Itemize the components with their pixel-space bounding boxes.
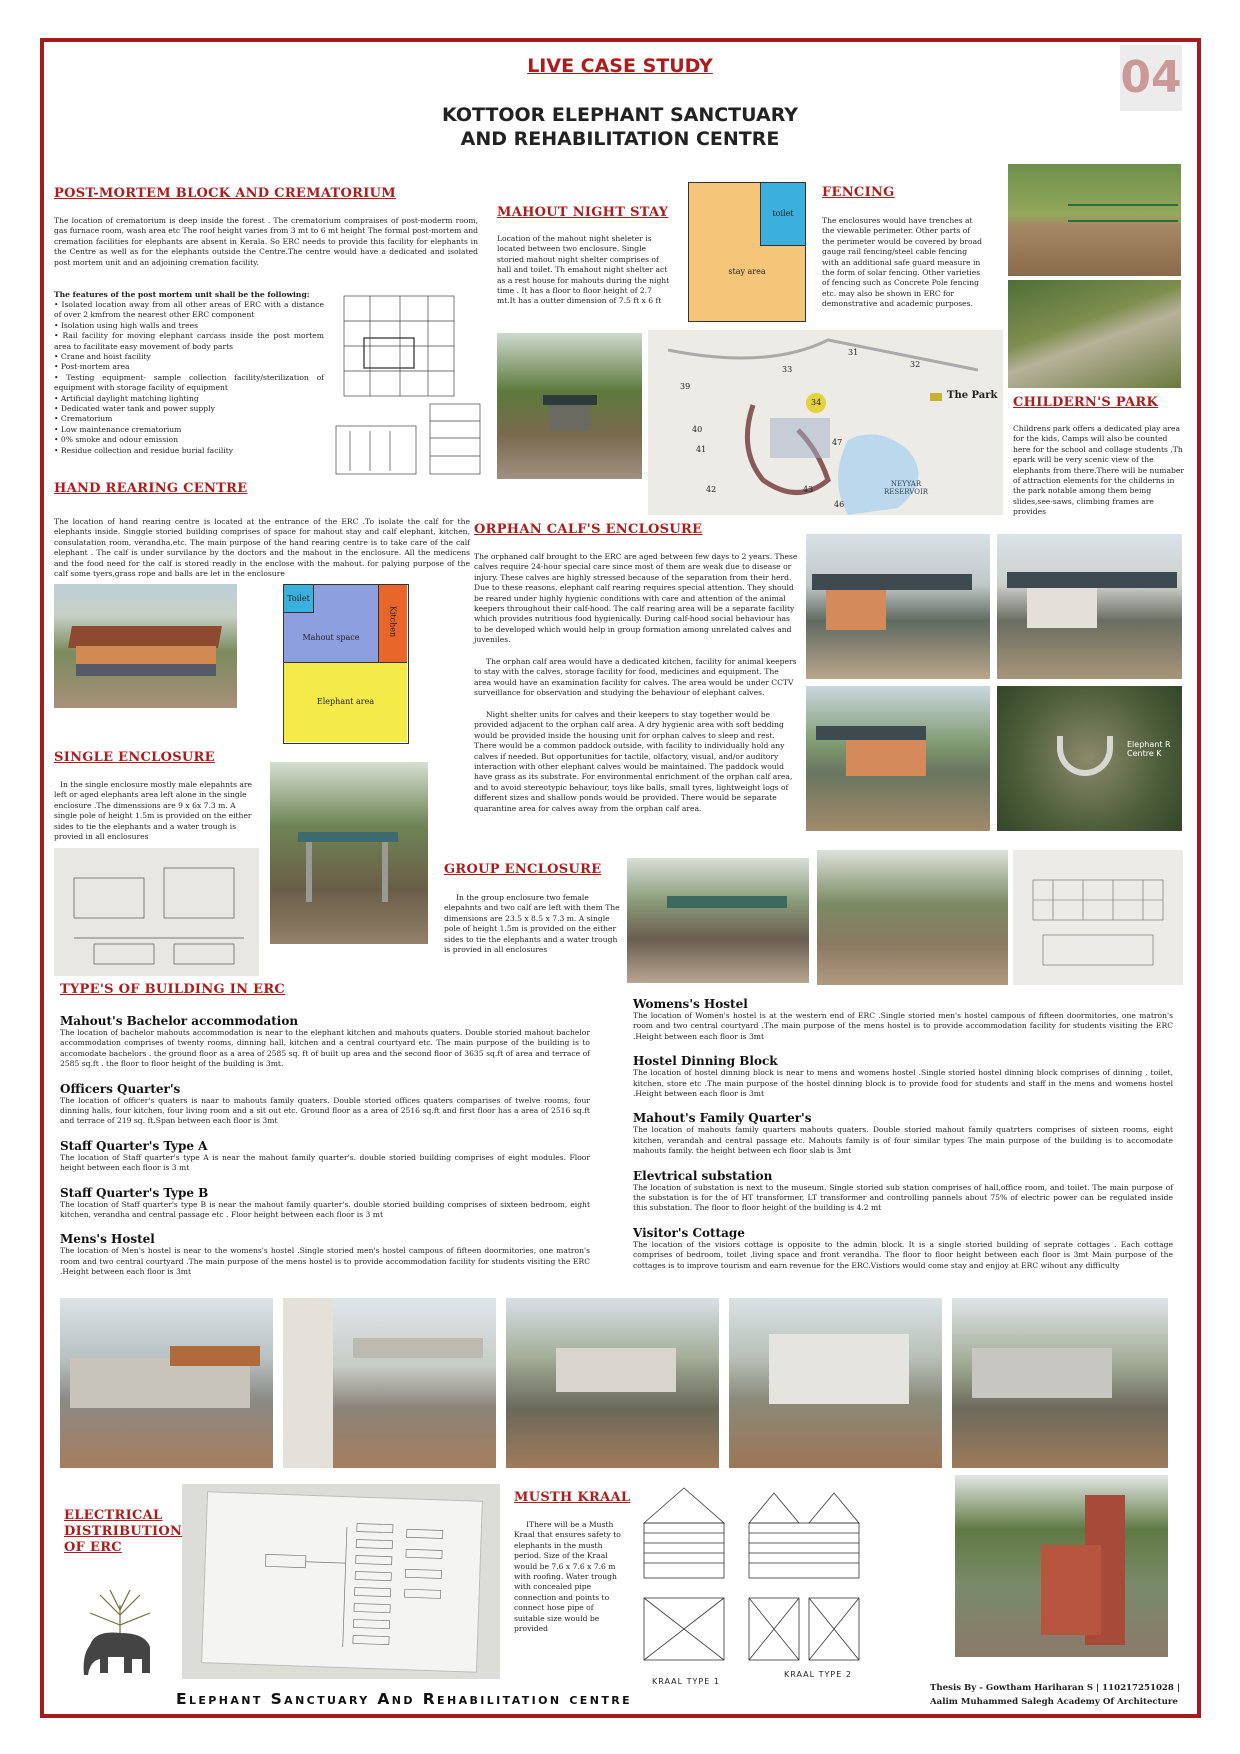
building-title: Womens's Hostel (633, 997, 748, 1011)
elephant-tree-logo (60, 1585, 180, 1685)
group-enclosure-body: In the group enclosure two female elepahnts and two calf are left with them The dimensions are 23.5 x 8.5 x 7.3 m. A single pole of height 1.5m is provided on the either sides to tie the elephants and a water trough is provied in all enclosures (444, 893, 620, 955)
page-title-line2: AND REHABILITATION CENTRE (460, 128, 780, 150)
building-title: Officers Quarter's (60, 1081, 181, 1096)
plan-mahout-label: Mahout space (302, 633, 360, 642)
fencing-body: The enclosures would have trenches at the viewable perimeter. Other parts of the perimeter would be covered by broad gauge rail fencing/steel cable fencing with an additional safe guard measure in the form of solar fencing. Other varieties of fencing such as Concrete Pole fencing etc. may also be shown in ERC for demonstrative and academic purposes. (822, 216, 983, 309)
kraal-photo (955, 1475, 1168, 1657)
building-body: The location of officer's quaters is naar to mahouts family quaters. Double storied offices quaters comparises of twelve rooms, four dinning halls, four kitchen, four living room and a sit out etc. Ground floor as a area of 2516 sq.ft and first floor has a area of 2516 sq.ft and terrace of 219 sq. ft.Span between each floor is 3mt (60, 1095, 590, 1126)
group-enclosure-photo-1 (627, 858, 809, 983)
satellite-photo (997, 686, 1182, 831)
fencing-heading: FENCING (822, 185, 895, 200)
postmortem-body: The location of crematorium is deep inside the forest . The crematorium compraises of post-moderm room, gas furnace room, wash area etc The roof height varies from 3 mt to 6 mt height The formal post-mortem and cremation facilities for elephants are absent in Kerala. So ERC needs to provide this facility for elephants in the Centre as well as for the elephants outside the Centre.The centre would have a dedicated and isolated post mortem unit and an adjoining cremation facility. (54, 216, 478, 267)
musth-kraal-body: IThere will be a Musth Kraal that ensures safety to elephants in the musth period. Size of the Kraal would be 7.6 x 7.6 x 7.6 m with roofing. Water trough with concealed pipe connection and points to connect hose pipe of suitable size would be provided (514, 1520, 621, 1634)
plan-toilet-label: toilet (772, 209, 794, 218)
orphan-calf-para3: Night shelter units for calves and their keepers to stay together would be provided adjacent to the orphan calf area. A dry hygienic area with soft bedding would be provided inside the housing unit for orphan calves to sleep and rest. There would be a common paddock outside, with facility to individually hold any calves if needed. But opportunities for tactile, olfactory, visual, and/or auditory interaction with other elephant calves would be maintained. The paddock would have grass as its substrate. For environmental enrichment of the orphan calf area, and to avoid stereotypic behaviour, toys like balls, small tyres, lightweight logs of different sizes and shallow ponds would be provided. There would be separate quarantine area for calves away from the orphan calf area. (474, 710, 793, 813)
building-photo-2 (283, 1298, 496, 1468)
building-types-left (60, 1014, 590, 1278)
sheet-number: 04 (1120, 45, 1182, 111)
building-title: Mens's Hostel (60, 1232, 155, 1247)
map-number: 42 (706, 485, 717, 494)
footer-credit-1: Thesis By - Gowtham Hariharan S | 110217251028 | (930, 1683, 1181, 1693)
site-map-drawing (648, 330, 1003, 515)
legend-park-swatch (930, 393, 942, 401)
building-types-heading: TYPE'S OF BUILDING IN ERC (60, 982, 286, 997)
list-item: • Isolated location away from all other areas of ERC with a distance of over 2 kmfrom the nearest other ERC component (54, 300, 324, 321)
postmortem-features-title: The features of the post mortem unit shall be the following: (54, 290, 310, 299)
list-item: • Testing equipment- sample collection facility/sterilization of equipment with storage facility of equipment (54, 373, 324, 394)
footer-credit-2: Aalim Muhammed Salegh Academy Of Architecture (930, 1697, 1178, 1707)
electrical-heading-l1: ELECTRICAL (64, 1508, 163, 1523)
postmortem-plan-drawing (330, 286, 485, 482)
list-item: • Low maintenance crematorium (54, 425, 324, 435)
plan-toilet-small (284, 585, 314, 613)
satellite-label: Elephant R Centre K (1127, 740, 1171, 758)
map-number: 33 (782, 365, 793, 374)
legend-park-label: The Park (947, 390, 998, 401)
electrical-diagram-photo (182, 1484, 500, 1679)
reservoir-label: NEYYAR RESERVOIR (883, 480, 928, 496)
building-title: Mahout's Family Quarter's (633, 1111, 812, 1126)
single-enclosure-heading: SINGLE ENCLOSURE (54, 750, 215, 765)
electrical-heading-l3: OF ERC (64, 1540, 122, 1555)
map-number: 34 (811, 398, 822, 407)
building-body: The location of the visiors cottage is opposite to the admin block. It is a single storied building of seprate cottages . Each cottage comprises of bedroom, toilet ,living space and front verandha. The floor to floor height between each floor is 3mt Main purpose of the cottages is to improve tourism and earn revenue for the ERC.Vistiors would come stay and enjjoy at ERC wihout any difficulty (633, 1239, 1173, 1270)
list-item: • Crematorium (54, 414, 324, 424)
building-photo-3 (506, 1298, 719, 1468)
single-enclosure-body: In the single enclosure mostly male elepahnts are left or aged elephants area left alone in the single enclosure .The dimenssions are 9 x 6x 7.3 m. A single pole of height 1.5m is provided on the either sides to tie the elephants and a water trough is provied in all enclosures (54, 780, 253, 842)
building-title: Mahout's Bachelor accommodation (60, 1014, 299, 1028)
page-title-line1: KOTTOOR ELEPHANT SANCTUARY (441, 104, 799, 126)
hand-rearing-body: The location of hand rearing centre is located at the entrance of the ERC .To isolate the calf for the elephants inside. Singgle storied building comprises of space for mahout stay and calf elephant, kitchen, consulatation room, verandha,etc. The main purpose of the hand rearing centre is to take care of the calf elephant . The calf is under survilance by the doctors and the mahout in the enclosure. All the medicens and the food need for the calf is stored readly in the enclose with the mahout. for palying purpose of the calf some tyers,grass rope and balls are let in the enclosure (54, 517, 470, 579)
list-item: • Post-mortem area (54, 362, 324, 372)
map-number: 39 (680, 382, 691, 391)
mahout-shelter-photo (497, 333, 642, 479)
list-item: • Residue collection and residue burial facility (54, 446, 324, 456)
building-photo-5 (952, 1298, 1168, 1468)
building-body: The location of bachelor mahouts accommodation is near to the elephant kitchen and mahouts quaters. Double storied mahout bachelor accommodation comprises of twenty rooms, dinning hall, kitchen and a central courtyard etc. The main purpose of the building is to accomodate bachelors . the ground floor as a area of 2585 sq. ft of built up area and the second floor of 3635 sq.ft of area and terrace of 2585 sq.ft . the floor to floor height of the building is 3mt. (60, 1028, 590, 1069)
plan-toilet-small-label: Toilet (287, 594, 310, 603)
building-body: The location of mahouts family quarters mahouts quaters. Double storied mahout family quatrters comprises of sixteen rooms, eight kitchen, verandah and central passage etc. Mahouts family is of four similar types The main purpose of the building is to accomodate mahouts family. the height between ech floor slab is 3mt (633, 1125, 1173, 1156)
map-number: 41 (696, 445, 707, 454)
building-title: Hostel Dinning Block (633, 1054, 778, 1069)
building-body: The location of Men's hostel is near to the womens's hostel .Single storied men's hostel campous of fifteen doormitories, one matron's room and two central courtyard .The main purpose of the mens hostel is to provide accommodation facility for students visiting the ERC .Height between each floor is 3mt (60, 1246, 590, 1277)
map-number: 46 (834, 500, 845, 509)
plan-kitchen (379, 585, 407, 663)
childrens-park-heading: CHILDERN'S PARK (1013, 395, 1159, 410)
building-body: The location of hostel dinning block is near to mens and womens hostel .Single storied hostel dinning block comprises of dinning , toilet, kitchen, store etc .The main purpose of the hostel dinning block is to provide food for students and staff in the mens and womens hostel .Height between each floor is 3mt (633, 1068, 1173, 1099)
kraal-type2-label: KRAAL TYPE 2 (784, 1670, 852, 1679)
plan-kitchen-label: Kitchen (388, 605, 398, 638)
building-title: Staff Quarter's Type B (60, 1185, 209, 1200)
electrical-diagram (202, 1492, 484, 1674)
single-enclosure-drawing (54, 848, 259, 976)
plan-elephant-area (284, 663, 407, 742)
building-title: Staff Quarter's Type A (60, 1138, 208, 1153)
building-types-right (633, 997, 1173, 1271)
elephant-icon (84, 1633, 150, 1676)
building-photo-4 (729, 1298, 942, 1468)
list-item: • Rail facility for moving elephant carcass inside the post mortem area to facilitate easy movement of body parts (54, 331, 324, 352)
kraal-elevation-drawings (634, 1478, 944, 1678)
map-number: 32 (910, 360, 921, 369)
postmortem-heading: POST-MORTEM BLOCK AND CREMATORIUM (54, 186, 396, 201)
site-map (648, 330, 1003, 515)
orphan-calf-photo-2 (997, 534, 1182, 679)
list-item: • Isolation using high walls and trees (54, 321, 324, 331)
building-body: The location of Staff quarter's type B is near the mahout family quarter's. double storied building comprises of sixteen bedroom, eight kitchen, verandha and central passage etc . Floor height between each floor is 3 mt (60, 1199, 590, 1220)
building-title: Elevtrical substation (633, 1168, 773, 1183)
case-label: LIVE CASE STUDY (527, 55, 713, 77)
childrens-park-body: Childrens park offers a dedicated play area for the kids, Camps will also be counted here for the school and collage students ,Th epark will be very scenic view of the elephants from there.There will be numaber of attraction elements for the childerns in the park notable among them being slides,see-saws, climbing frames are provides (1013, 424, 1185, 517)
hand-rearing-heading: HAND REARING CENTRE (54, 481, 248, 496)
map-number: 47 (832, 438, 843, 447)
single-enclosure-photo (270, 762, 428, 944)
list-item: • Artificial daylight matching lighting (54, 394, 324, 404)
list-item: • 0% smoke and odour emission (54, 435, 324, 445)
orphan-calf-para1: The orphaned calf brought to the ERC are aged between few days to 2 years. These calves require 24-hour special care since most of them are weak due to disease or injury. These calves are highly stressed because of the separation from their herd. Due to these reasons, elephant calf rearing requires special attention. They should be reared under highly hygienic conditions with care and attention of the animal keepers throughout their calf-hood. The calf rearing area will be a separate facility which provides nutritious food hygienically. During calf-hood social behaviour has to be developed which would help in group formation among unrelated calves and juveniles. (474, 552, 798, 645)
building-body: The location of Staff quarter's type A is near the mahout family quarter's. double storied building comprises of eight modules. Floor height between each floor is 3 mt (60, 1152, 590, 1173)
reservoir-area (838, 434, 918, 515)
group-enclosure-heading: GROUP ENCLOSURE (444, 862, 602, 877)
hand-rearing-plan (283, 584, 409, 744)
electrical-heading-l2: DISTRIBUTION (64, 1524, 183, 1539)
map-number: 31 (848, 348, 859, 357)
orphan-calf-heading: ORPHAN CALF'S ENCLOSURE (474, 522, 703, 537)
mahout-stay-body: Location of the mahout night sheleter is located between two enclosure. Single storied mahout night shelter comprises of hall and toilet. Th emahout night shelter act as a rest house for mahouts during the night time . It has a floor to floor height of 2.7 mt.It has a outter dimension of 7.5 ft x 6 ft (497, 234, 670, 306)
building-body: The location of substation is next to the museum. Single storied sub station comprises of hall,office room, and toilet. The main purpose of the substation is for the of HT transformer, LT transformer and controlling pannels about 75% of electric power can be regulated inside this substation. The floor to floor height of the building is 4.2 mt (633, 1182, 1173, 1213)
plan-stay-label: stay area (728, 267, 766, 276)
musth-kraal-heading: MUSTH KRAAL (514, 1490, 631, 1505)
mahout-stay-heading: MAHOUT NIGHT STAY (497, 205, 669, 220)
hand-rearing-photo (54, 584, 237, 708)
plan-elephant-label: Elephant area (316, 697, 375, 706)
postmortem-features-list (54, 300, 324, 456)
building-body: The location of Women's hostel is at the western end of ERC .Single storied men's hostel campous of fifteen doormitories, one matron's room and two central courtyard .The main purpose of the mens hostel is to provide accommodation facility for students visiting the ERC .Height between each floor is 3mt (633, 1011, 1173, 1041)
mahout-stay-plan (688, 182, 806, 322)
group-enclosure-photo-2 (817, 850, 1008, 985)
trench-photo (1008, 280, 1181, 388)
building-title: Visitor's Cottage (633, 1225, 745, 1240)
map-number: 40 (692, 425, 703, 434)
building-photo-1 (60, 1298, 273, 1468)
footer-banner: Elephant Sanctuary And Rehabilitation centre (176, 1690, 633, 1708)
orphan-calf-photo-3 (806, 686, 990, 831)
kraal-type1-label: KRAAL TYPE 1 (652, 1677, 720, 1686)
plan-toilet-room (760, 182, 806, 246)
list-item: • Crane and hoist facility (54, 352, 324, 362)
fencing-photo (1008, 164, 1181, 276)
map-number: 43 (803, 485, 814, 494)
list-item: • Dedicated water tank and power supply (54, 404, 324, 414)
orphan-calf-para2: The orphan calf area would have a dedicated kitchen, facility for animal keepers to stay with the calves, storage facility for food, medicines and equipment. The area would have an examination facility for calves. The area would be under CCTV surveillance for observation and studying the behaviour of elephant calves. (474, 657, 797, 698)
orphan-calf-photo-1 (806, 534, 990, 679)
group-enclosure-drawing (1013, 850, 1183, 985)
